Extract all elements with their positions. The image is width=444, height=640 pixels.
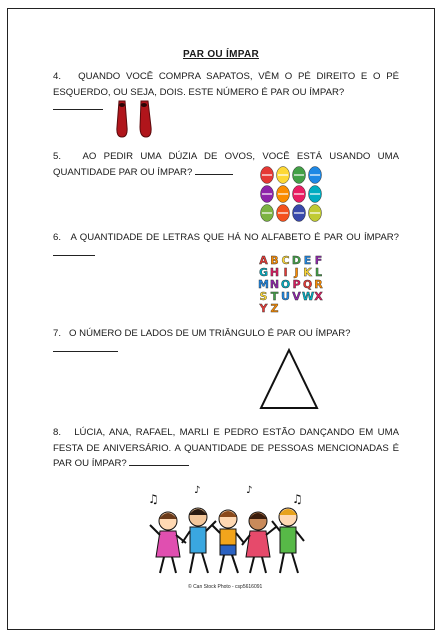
alphabet-letter: B xyxy=(270,254,279,267)
question-7-number: 7. xyxy=(53,328,62,339)
alphabet-letter: R xyxy=(314,278,323,291)
triangle-illustration xyxy=(258,347,320,411)
alphabet-letter: P xyxy=(292,278,301,291)
alphabet-letter: G xyxy=(258,266,269,279)
question-8-text: LÚCIA, ANA, RAFAEL, MARLI E PEDRO ESTÃO DANÇANDO EM UMA FESTA DE ANIVERSÁRIO. A QUANTIDADE DE PESSOAS MENCIONADAS É PAR OU ÍMPAR? xyxy=(53,427,400,469)
question-6-number: 6. xyxy=(53,232,62,243)
alphabet-letter: D xyxy=(291,254,302,267)
answer-blank-5[interactable] xyxy=(195,165,233,175)
question-5-number: 5. xyxy=(53,151,62,162)
svg-text:♪: ♪ xyxy=(246,485,253,496)
answer-blank-6[interactable] xyxy=(53,246,95,256)
question-6-text: A QUANTIDADE DE LETRAS QUE HÁ NO ALFABETO É PAR OU ÍMPAR? xyxy=(70,232,400,243)
alphabet-letter: N xyxy=(269,278,280,291)
alphabet-letter: J xyxy=(294,266,299,279)
eggs-illustration xyxy=(259,166,325,224)
alphabet-letter: F xyxy=(314,254,323,267)
alphabet-letter: X xyxy=(314,290,323,303)
alphabet-letter: Q xyxy=(302,278,313,291)
dancing-kid-4 xyxy=(242,512,276,573)
alphabet-letter: L xyxy=(314,266,322,279)
dancing-kid-3 xyxy=(212,510,244,573)
dancing-kid-5 xyxy=(272,508,304,573)
alphabet-illustration xyxy=(258,254,324,314)
image-credit: © Can Stock Photo - csp5616091 xyxy=(188,584,263,590)
question-4-number: 4. xyxy=(53,71,62,82)
answer-blank-7[interactable] xyxy=(53,342,118,352)
question-5-text: AO PEDIR UMA DÚZIA DE OVOS, VOCÊ ESTÁ USANDO UMA QUANTIDADE PAR OU ÍMPAR? xyxy=(53,151,399,178)
dancing-kid-1 xyxy=(150,512,186,573)
question-4-text: QUANDO VOCÊ COMPRA SAPATOS, VÊM O PÉ DIREITO E O PÉ ESQUERDO, OU SEJA, DOIS. ESTE NÚMERO É PAR OU ÍMPAR? xyxy=(53,71,399,98)
alphabet-letter: M xyxy=(258,278,269,291)
svg-text:♫: ♫ xyxy=(148,492,159,506)
alphabet-letter: V xyxy=(292,290,301,303)
dancing-kid-2 xyxy=(182,508,216,573)
svg-text:♪: ♪ xyxy=(194,485,201,496)
question-7 xyxy=(53,326,399,357)
question-5 xyxy=(53,149,399,180)
alphabet-letter: I xyxy=(283,266,288,279)
alphabet-letter: A xyxy=(259,254,268,267)
answer-blank-4[interactable] xyxy=(53,100,103,110)
alphabet-letter: K xyxy=(303,266,312,279)
alphabet-letter: Z xyxy=(270,302,279,315)
alphabet-letter: U xyxy=(281,290,290,303)
question-4 xyxy=(53,69,399,116)
alphabet-letter: W xyxy=(302,290,315,303)
question-6 xyxy=(53,230,399,261)
alphabet-letter: C xyxy=(281,254,290,267)
question-7-text: O NÚMERO DE LADOS DE UM TRIÂNGULO É PAR OU ÍMPAR? xyxy=(69,328,351,339)
worksheet-page xyxy=(7,8,435,630)
answer-blank-8[interactable] xyxy=(129,456,189,466)
alphabet-letter: Y xyxy=(259,302,268,315)
dancing-kids-illustration xyxy=(142,481,310,583)
alphabet-letter: E xyxy=(303,254,312,267)
shoes-illustration xyxy=(113,97,159,141)
svg-text:♫: ♫ xyxy=(292,492,303,506)
alphabet-letter: S xyxy=(259,290,268,303)
alphabet-letter: T xyxy=(270,290,279,303)
question-8 xyxy=(53,425,399,472)
alphabet-letter: H xyxy=(269,266,280,279)
alphabet-letter: O xyxy=(280,278,291,291)
page-title: PAR OU ÍMPAR xyxy=(182,49,259,60)
question-8-number: 8. xyxy=(53,427,62,438)
